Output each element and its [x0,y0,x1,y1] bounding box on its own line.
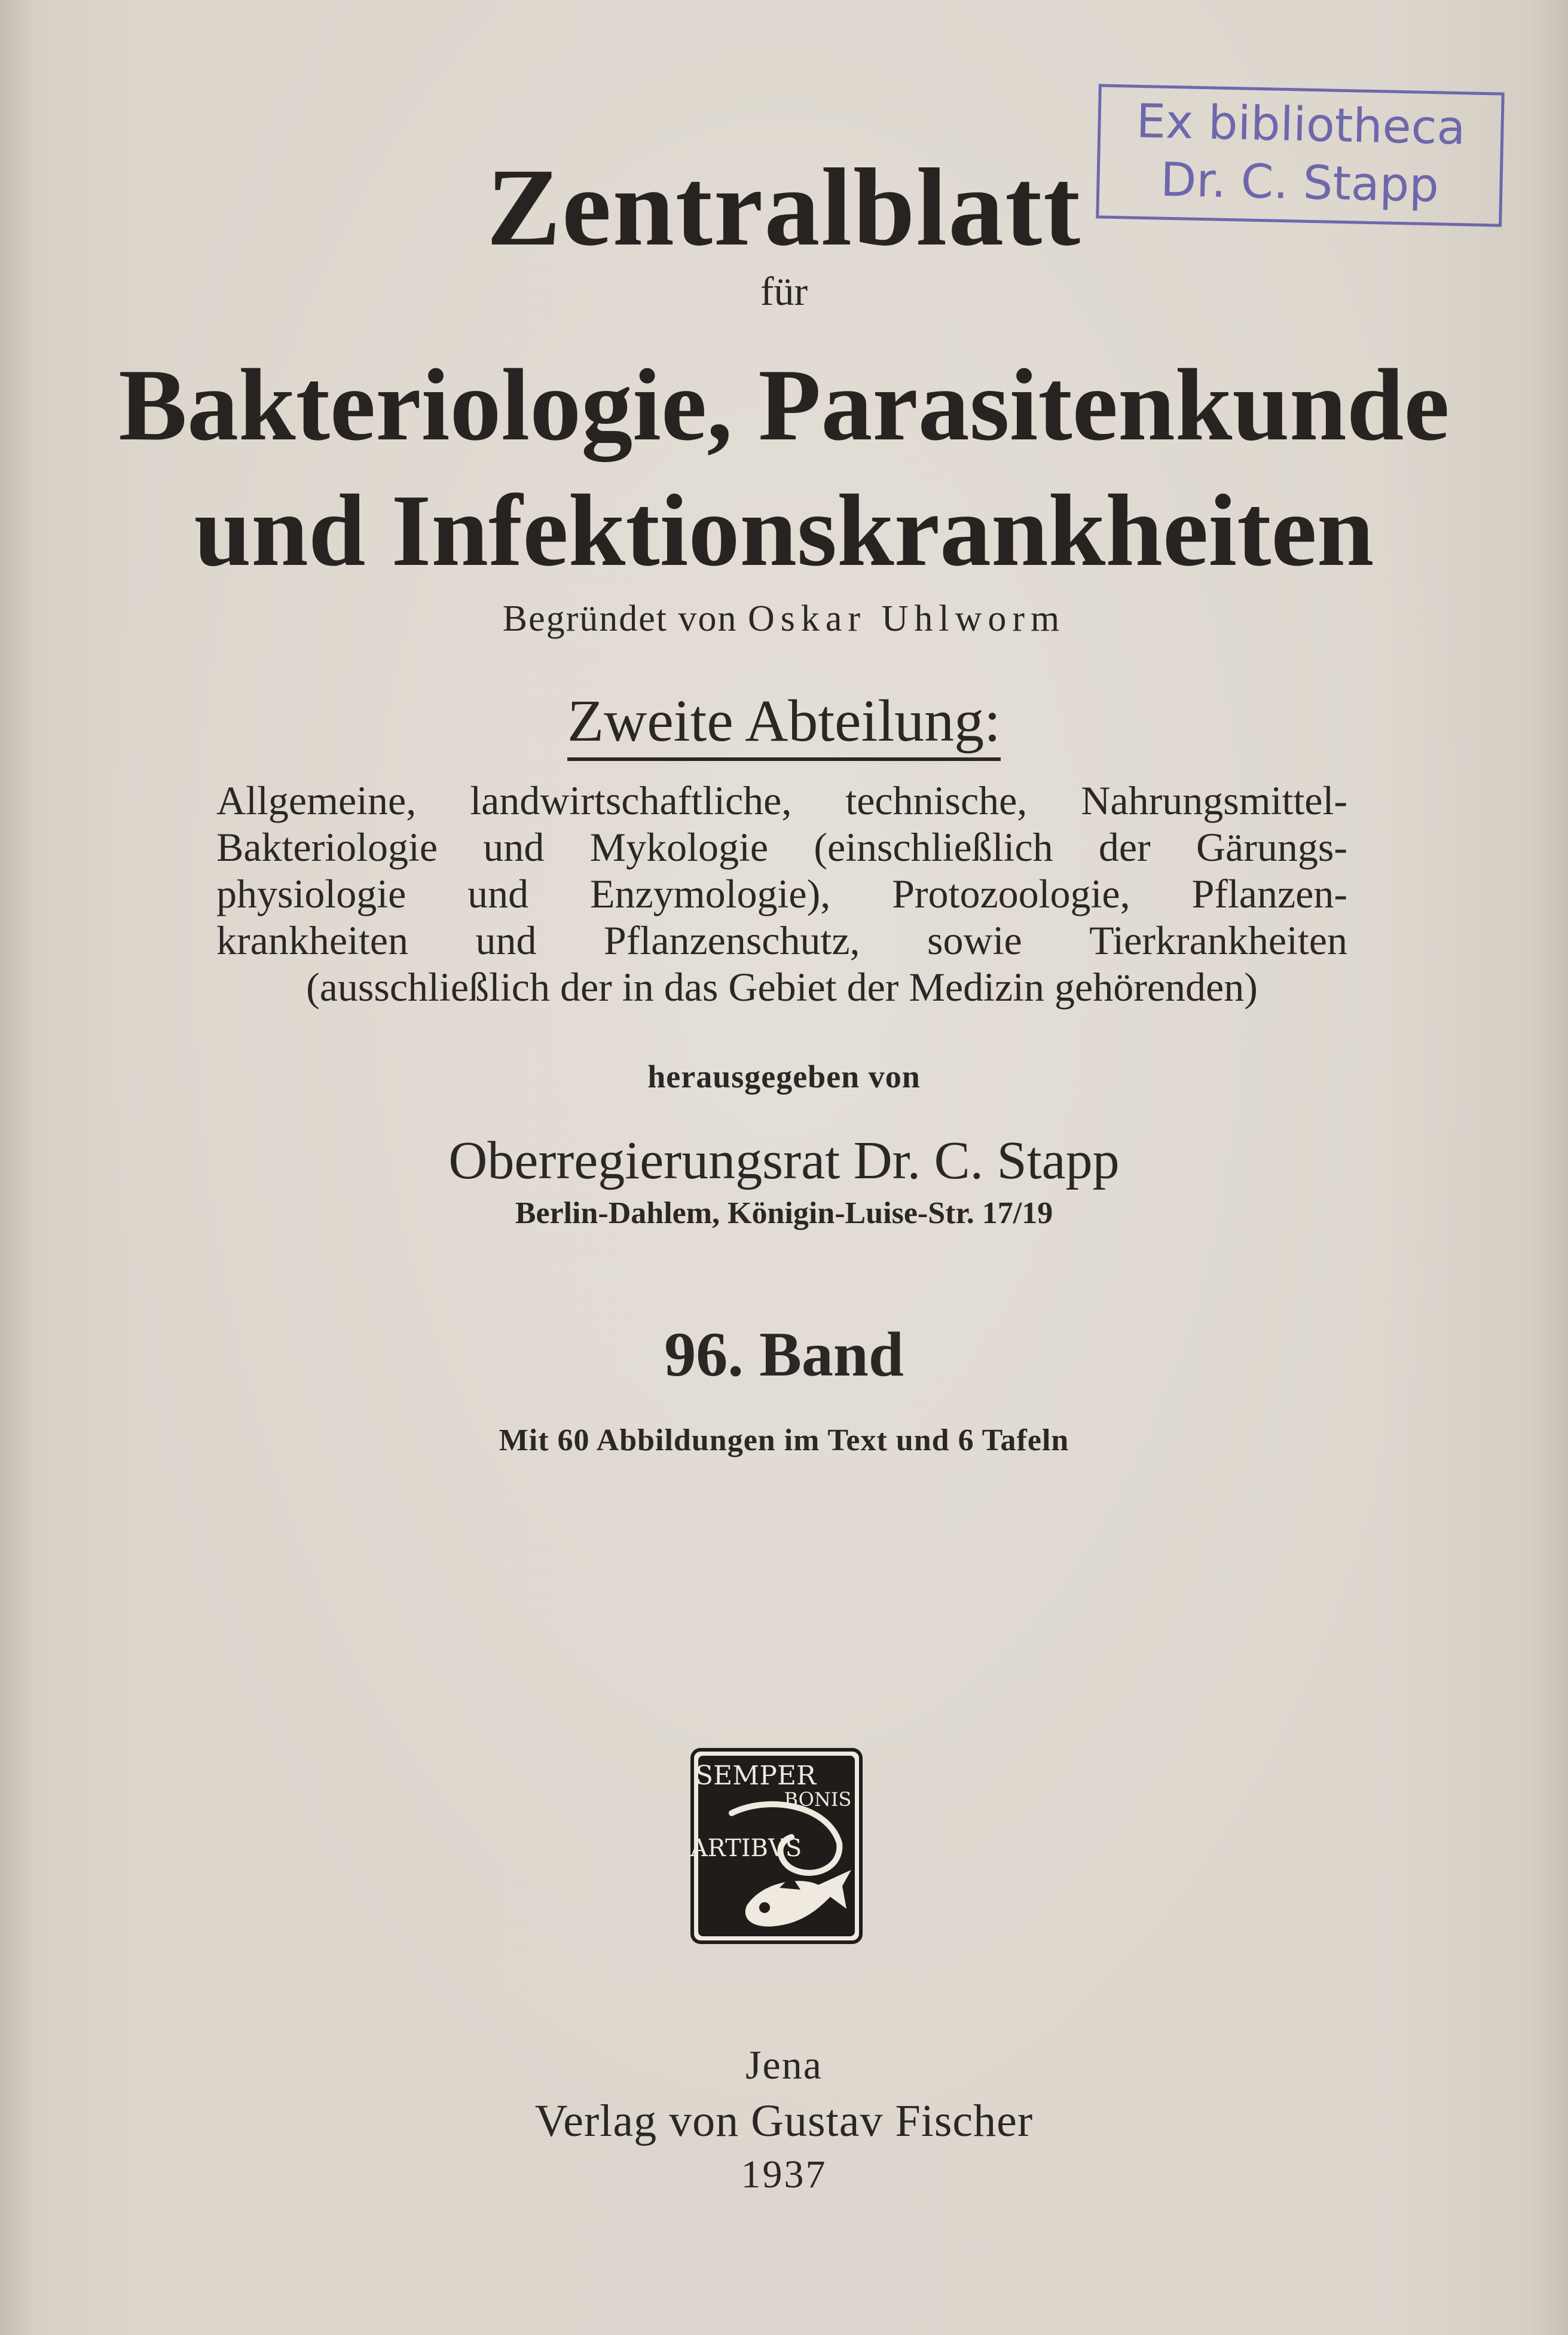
scope-word: Pflanzen- [1191,871,1347,916]
scope-word: Allgemeine, [216,778,417,823]
scope-word: Pflanzenschutz, [603,918,860,963]
logo-text-artibus: ARTIBVS [690,1835,802,1862]
scope-word: technische, [845,778,1028,823]
scope-line [216,777,1347,824]
journal-subtitle-line-1: Bakteriologie, Parasitenkunde [118,349,1450,462]
fish-eye-icon [759,1902,770,1913]
scope-word: Enzymologie), [590,871,831,916]
scope-word: landwirtschaftliche, [470,778,792,823]
editor-intro: herausgegeben von [647,1059,921,1095]
scope-description [216,777,1347,1010]
publisher-city: Jena [745,2042,823,2088]
scope-word: und [483,824,545,870]
scope-word: (einschließlich [814,824,1053,870]
journal-title: Zentralblatt [486,146,1082,269]
founder-prefix: Begründet von [502,598,738,639]
scope-word: und [467,871,529,916]
editor-address: Berlin-Dahlem, Königin-Luise-Str. 17/19 [515,1196,1053,1230]
division-label: Zweite Abteilung: [567,687,1001,761]
scope-line [216,870,1347,917]
publisher-name: Verlag von Gustav Fischer [534,2096,1034,2146]
journal-subtitle-line-2: und Infektionskrankheiten [194,474,1374,588]
logo-text-bonis: BONIS [784,1788,852,1811]
volume-number: 96. Band [664,1319,904,1389]
scope-word: Nahrungsmittel- [1081,778,1347,823]
scope-word: und [475,918,537,963]
scope-word: (ausschließlich der in das Gebiet der Medizin gehörenden) [306,964,1258,1010]
scope-word: krankheiten [216,918,408,963]
scope-word: Mykologie [589,824,769,870]
scope-line [216,824,1347,870]
scope-word: Bakteriologie [216,824,438,870]
editor-name: Oberregierungsrat Dr. C. Stapp [448,1131,1120,1190]
illustrations-note: Mit 60 Abbildungen im Text und 6 Tafeln [499,1423,1069,1457]
stamp-line-2: Dr. C. Stapp [1160,153,1439,213]
scope-word: sowie [927,918,1022,963]
division-heading [0,686,1568,755]
stamp-line-1: Ex bibliotheca [1135,94,1466,155]
scope-word: Gärungs- [1196,824,1347,870]
scope-line [216,917,1347,964]
scope-word: physiologie [216,871,406,916]
publication-year: 1937 [741,2153,827,2196]
founder-name: Oskar Uhlworm [748,598,1066,639]
scope-word: der [1098,824,1151,870]
journal-title-fuer: für [760,268,808,314]
publisher-logo [690,1747,863,1945]
scope-line [216,964,1347,1010]
founder-line [0,598,1568,640]
scope-word: Tierkrankheiten [1089,918,1347,963]
logo-text-semper: SEMPER [695,1761,817,1791]
scope-word: Protozoologie, [892,871,1130,916]
